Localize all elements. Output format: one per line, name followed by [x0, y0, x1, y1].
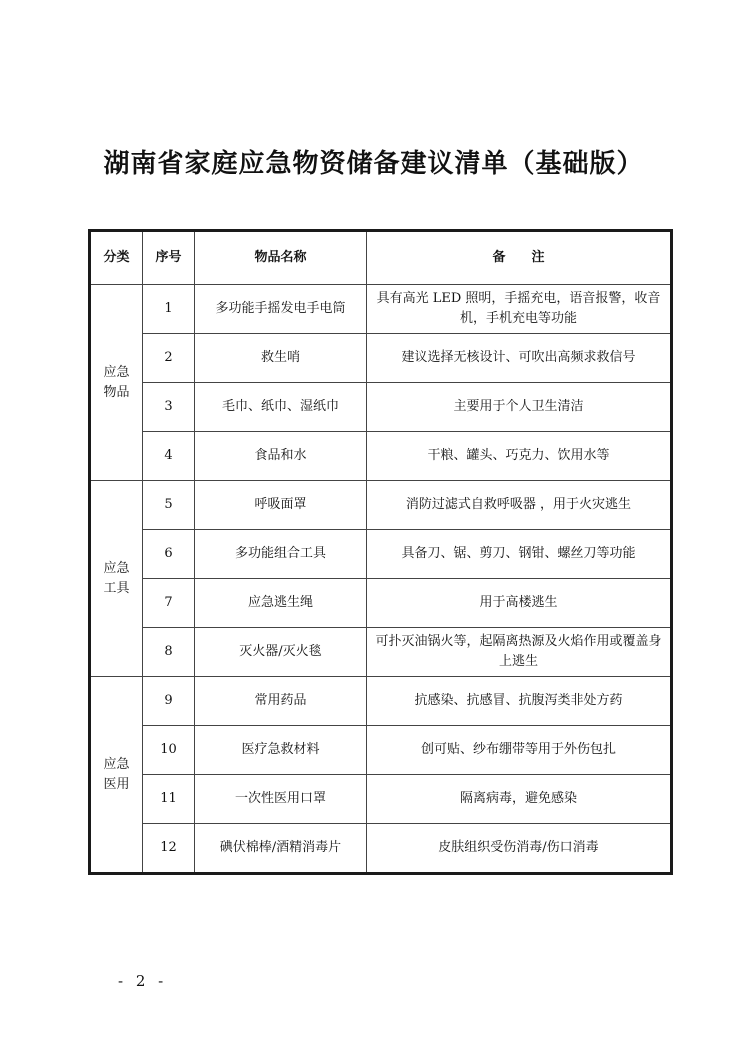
item-name-cell: 医疗急救材料 [195, 726, 367, 775]
table-body [90, 285, 672, 874]
item-note-cell: 消防过滤式自救呼吸器 ，用于火灾逃生 [367, 481, 672, 530]
item-name-cell: 灭火器/灭火毯 [195, 628, 367, 677]
category-cell: 应急 工具 [90, 481, 143, 677]
item-note-cell: 建议选择无核设计、可吹出高频求救信号 [367, 334, 672, 383]
header-note: 备 注 [367, 231, 672, 285]
item-name-cell: 一次性医用口罩 [195, 775, 367, 824]
table-row [90, 824, 672, 874]
table-row [90, 726, 672, 775]
item-name-cell: 常用药品 [195, 677, 367, 726]
item-note-cell: 皮肤组织受伤消毒/伤口消毒 [367, 824, 672, 874]
item-note-cell: 具有高光 LED 照明，手摇充电，语音报警，收音机，手机充电等功能 [367, 285, 672, 334]
table-row [90, 628, 672, 677]
item-number-cell: 10 [143, 726, 195, 775]
table-row [90, 579, 672, 628]
table-row [90, 383, 672, 432]
item-name-cell: 多功能组合工具 [195, 530, 367, 579]
header-number: 序号 [143, 231, 195, 285]
item-number-cell: 5 [143, 481, 195, 530]
category-cell: 应急 物品 [90, 285, 143, 481]
item-number-cell: 4 [143, 432, 195, 481]
item-name-cell: 应急逃生绳 [195, 579, 367, 628]
table-row [90, 530, 672, 579]
item-number-cell: 2 [143, 334, 195, 383]
header-item-name: 物品名称 [195, 231, 367, 285]
table-header-row [90, 231, 672, 285]
item-note-cell: 主要用于个人卫生清洁 [367, 383, 672, 432]
item-number-cell: 3 [143, 383, 195, 432]
table-row [90, 775, 672, 824]
supply-table [88, 229, 673, 875]
item-note-cell: 抗感染、抗感冒、抗腹泻类非处方药 [367, 677, 672, 726]
item-note-cell: 创可贴、纱布绷带等用于外伤包扎 [367, 726, 672, 775]
item-note-cell: 具备刀、锯、剪刀、钢钳、螺丝刀等功能 [367, 530, 672, 579]
item-name-cell: 食品和水 [195, 432, 367, 481]
item-number-cell: 12 [143, 824, 195, 874]
item-name-cell: 多功能手摇发电手电筒 [195, 285, 367, 334]
item-name-cell: 毛巾、纸巾、湿纸巾 [195, 383, 367, 432]
item-note-cell: 隔离病毒，避免感染 [367, 775, 672, 824]
table-row [90, 432, 672, 481]
item-number-cell: 6 [143, 530, 195, 579]
item-note-cell: 干粮、罐头、巧克力、饮用水等 [367, 432, 672, 481]
page-number: - 2 - [118, 972, 168, 990]
page-title: 湖南省家庭应急物资储备建议清单（基础版） [103, 149, 644, 179]
table-row [90, 481, 672, 530]
item-number-cell: 11 [143, 775, 195, 824]
category-cell: 应急 医用 [90, 677, 143, 874]
item-number-cell: 8 [143, 628, 195, 677]
item-note-cell: 可扑灭油锅火等，起隔离热源及火焰作用或覆盖身上逃生 [367, 628, 672, 677]
item-number-cell: 7 [143, 579, 195, 628]
item-number-cell: 9 [143, 677, 195, 726]
item-note-cell: 用于高楼逃生 [367, 579, 672, 628]
table-row [90, 334, 672, 383]
item-name-cell: 呼吸面罩 [195, 481, 367, 530]
item-number-cell: 1 [143, 285, 195, 334]
item-name-cell: 碘伏棉棒/酒精消毒片 [195, 824, 367, 874]
table-row [90, 285, 672, 334]
header-category: 分类 [90, 231, 143, 285]
item-name-cell: 救生哨 [195, 334, 367, 383]
table-row [90, 677, 672, 726]
